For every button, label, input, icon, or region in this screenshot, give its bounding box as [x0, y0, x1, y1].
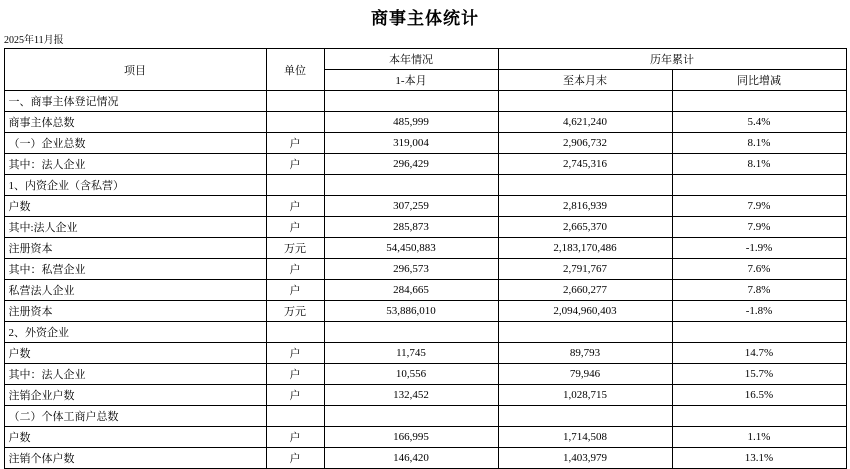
- header-current-month: 1-本月: [324, 70, 498, 91]
- row-yoy-value: 14.7%: [672, 343, 846, 364]
- row-label: （一）企业总数: [4, 133, 266, 154]
- row-label: 私营法人企业: [4, 280, 266, 301]
- row-to-month-end-value: 2,816,939: [498, 196, 672, 217]
- row-current-month-value: 285,873: [324, 217, 498, 238]
- table-row: [4, 238, 846, 259]
- row-to-month-end-value: [498, 322, 672, 343]
- table-row: [4, 154, 846, 175]
- row-yoy-value: [672, 322, 846, 343]
- table-row: [4, 364, 846, 385]
- row-unit: 户: [266, 196, 324, 217]
- report-period: 2025年11月报: [4, 35, 64, 46]
- row-unit: 户: [266, 364, 324, 385]
- table-row: [4, 280, 846, 301]
- row-label: 户数: [4, 196, 266, 217]
- row-to-month-end-value: 1,028,715: [498, 385, 672, 406]
- row-to-month-end-value: 2,745,316: [498, 154, 672, 175]
- row-current-month-value: 54,450,883: [324, 238, 498, 259]
- row-to-month-end-value: 2,094,960,403: [498, 301, 672, 322]
- row-current-month-value: 11,745: [324, 343, 498, 364]
- row-current-month-value: [324, 91, 498, 112]
- row-yoy-value: 15.7%: [672, 364, 846, 385]
- row-to-month-end-value: 2,791,767: [498, 259, 672, 280]
- row-label: 注销个体户数: [4, 448, 266, 469]
- row-to-month-end-value: 79,946: [498, 364, 672, 385]
- row-to-month-end-value: 2,906,732: [498, 133, 672, 154]
- row-yoy-value: 8.1%: [672, 154, 846, 175]
- row-unit: 户: [266, 427, 324, 448]
- header-to-month-end: 至本月末: [498, 70, 672, 91]
- table-row: [4, 427, 846, 448]
- row-unit: 户: [266, 154, 324, 175]
- row-to-month-end-value: 89,793: [498, 343, 672, 364]
- row-yoy-value: 7.9%: [672, 217, 846, 238]
- row-to-month-end-value: [498, 406, 672, 427]
- document-page: [0, 4, 850, 465]
- table-header: [4, 49, 846, 91]
- row-current-month-value: 132,452: [324, 385, 498, 406]
- row-yoy-value: 16.5%: [672, 385, 846, 406]
- table-row: [4, 448, 846, 469]
- row-current-month-value: 166,995: [324, 427, 498, 448]
- row-label: 户数: [4, 427, 266, 448]
- row-current-month-value: 10,556: [324, 364, 498, 385]
- row-current-month-value: 284,665: [324, 280, 498, 301]
- row-label: 其中：私营企业: [4, 259, 266, 280]
- row-yoy-value: [672, 91, 846, 112]
- row-current-month-value: [324, 406, 498, 427]
- row-label: 其中：法人企业: [4, 364, 266, 385]
- row-to-month-end-value: 2,665,370: [498, 217, 672, 238]
- row-to-month-end-value: 4,621,240: [498, 112, 672, 133]
- row-yoy-value: 7.9%: [672, 196, 846, 217]
- row-unit: 户: [266, 133, 324, 154]
- row-unit: 万元: [266, 301, 324, 322]
- row-unit: [266, 112, 324, 133]
- row-unit: 户: [266, 259, 324, 280]
- table-row: [4, 343, 846, 364]
- row-label: 户数: [4, 343, 266, 364]
- row-current-month-value: 146,420: [324, 448, 498, 469]
- row-yoy-value: 7.6%: [672, 259, 846, 280]
- row-yoy-value: 13.1%: [672, 448, 846, 469]
- table-row: [4, 196, 846, 217]
- row-yoy-value: 7.8%: [672, 280, 846, 301]
- row-current-month-value: 319,004: [324, 133, 498, 154]
- row-unit: [266, 91, 324, 112]
- table-row: [4, 259, 846, 280]
- row-yoy-value: [672, 406, 846, 427]
- page-title: 商事主体统计: [371, 9, 479, 28]
- header-item: 项目: [4, 49, 266, 91]
- row-yoy-value: -1.8%: [672, 301, 846, 322]
- header-unit: 单位: [266, 49, 324, 91]
- row-unit: 户: [266, 217, 324, 238]
- table-row: [4, 217, 846, 238]
- table-row: [4, 322, 846, 343]
- table-row: [4, 175, 846, 196]
- statistics-table: [4, 48, 847, 469]
- row-to-month-end-value: 1,714,508: [498, 427, 672, 448]
- row-to-month-end-value: [498, 91, 672, 112]
- row-label: （二）个体工商户总数: [4, 406, 266, 427]
- row-yoy-value: [672, 175, 846, 196]
- row-to-month-end-value: [498, 175, 672, 196]
- row-yoy-value: 5.4%: [672, 112, 846, 133]
- table-row: [4, 112, 846, 133]
- table-body: [4, 91, 846, 469]
- row-current-month-value: [324, 322, 498, 343]
- table-row: [4, 301, 846, 322]
- row-unit: 户: [266, 448, 324, 469]
- row-yoy-value: 8.1%: [672, 133, 846, 154]
- row-current-month-value: 485,999: [324, 112, 498, 133]
- table-header-row-1: [4, 49, 846, 70]
- row-to-month-end-value: 2,183,170,486: [498, 238, 672, 259]
- row-unit: 万元: [266, 238, 324, 259]
- row-yoy-value: 1.1%: [672, 427, 846, 448]
- row-unit: 户: [266, 343, 324, 364]
- table-row: [4, 133, 846, 154]
- row-current-month-value: 53,886,010: [324, 301, 498, 322]
- row-label: 商事主体总数: [4, 112, 266, 133]
- row-label: 一、商事主体登记情况: [4, 91, 266, 112]
- row-label: 注册资本: [4, 301, 266, 322]
- row-unit: 户: [266, 385, 324, 406]
- row-label: 1、内资企业（含私营）: [4, 175, 266, 196]
- row-label: 注册资本: [4, 238, 266, 259]
- row-unit: [266, 322, 324, 343]
- row-current-month-value: 307,259: [324, 196, 498, 217]
- header-cumulative: 历年累计: [498, 49, 846, 70]
- row-to-month-end-value: 1,403,979: [498, 448, 672, 469]
- row-unit: 户: [266, 280, 324, 301]
- table-row: [4, 91, 846, 112]
- row-current-month-value: 296,573: [324, 259, 498, 280]
- row-current-month-value: [324, 175, 498, 196]
- table-row: [4, 406, 846, 427]
- row-unit: [266, 406, 324, 427]
- table-row: [4, 385, 846, 406]
- row-current-month-value: 296,429: [324, 154, 498, 175]
- row-unit: [266, 175, 324, 196]
- row-label: 其中：法人企业: [4, 154, 266, 175]
- header-yoy-change: 同比增减: [672, 70, 846, 91]
- header-current-year: 本年情况: [324, 49, 498, 70]
- row-label: 2、外资企业: [4, 322, 266, 343]
- row-label: 其中:法人企业: [4, 217, 266, 238]
- row-label: 注销企业户数: [4, 385, 266, 406]
- row-yoy-value: -1.9%: [672, 238, 846, 259]
- row-to-month-end-value: 2,660,277: [498, 280, 672, 301]
